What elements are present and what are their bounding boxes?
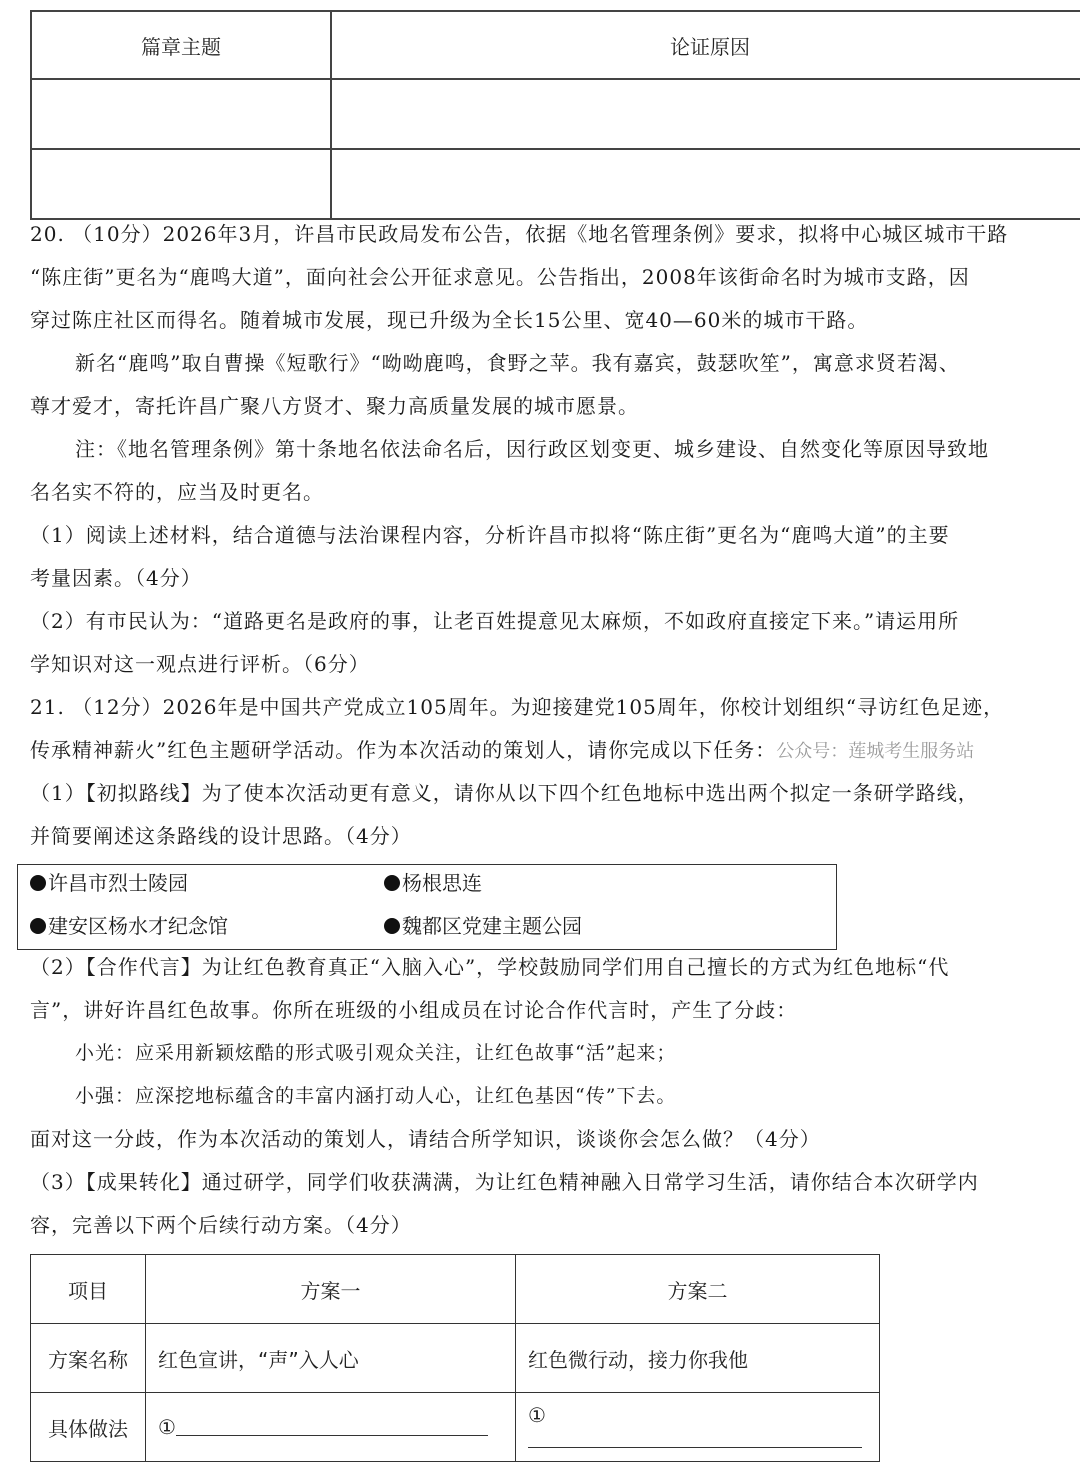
q20-material-line: 新名“鹿鸣”取自曹操《短歌行》“呦呦鹿鸣，食野之苹。我有嘉宾，鼓瑟吹笙”，寓意求贤若渴、: [75, 351, 960, 375]
table-header-plan2: 方案二: [516, 1255, 880, 1324]
landmark-option: 魏都区党建主题公园: [384, 910, 582, 939]
q21-subq2: （2）【合作代言】为让红色教育真正“入脑入心”，学校鼓励同学们用自己擅长的方式为红色地标“代: [30, 955, 950, 979]
blank-cell[interactable]: [31, 149, 331, 219]
blank-cell[interactable]: [31, 79, 331, 149]
q21-subq3: （3）【成果转化】通过研学，同学们收获满满，为让红色精神融入日常学习生活，请你结合本次研学内: [30, 1170, 979, 1194]
topic-reason-table: [30, 10, 1080, 220]
blank-cell[interactable]: [331, 149, 1080, 219]
q21-stem-text: 传承精神薪火”红色主题研学活动。作为本次活动的策划人，请你完成以下任务：: [30, 738, 777, 762]
plan2-method-cell[interactable]: [516, 1393, 880, 1462]
q20-subq1: （1）阅读上述材料，结合道德与法治课程内容，分析许昌市拟将“陈庄街”更名为“鹿鸣大道”的主要: [30, 523, 950, 547]
plan1-name: 红色宣讲，“声”入人心: [146, 1324, 516, 1393]
plan2-name: 红色微行动，接力你我他: [516, 1324, 880, 1393]
row-label-plan-name: 方案名称: [31, 1324, 146, 1393]
bullet-icon: [30, 875, 46, 891]
q21-subq3: 容，完善以下两个后续行动方案。（4分）: [30, 1213, 412, 1237]
q21-stem-line: [30, 736, 1060, 766]
action-plan-table: [30, 1254, 880, 1462]
q20-subq1: 考量因素。（4分）: [30, 566, 202, 590]
landmark-option: 建安区杨水才纪念馆: [30, 910, 228, 939]
q20-subq2: （2）有市民认为：“道路更名是政府的事，让老百姓提意见太麻烦，不如政府直接定下来。”请运用所: [30, 609, 960, 633]
q20-material-line: 尊才爱才，寄托许昌广聚八方贤才、聚力高质量发展的城市愿景。: [30, 394, 639, 418]
bullet-icon: [30, 918, 46, 934]
q21-subq1: （1）【初拟路线】为了使本次活动更有意义，请你从以下四个红色地标中选出两个拟定一条研学路线，: [30, 781, 979, 805]
answer-blank[interactable]: [528, 1429, 862, 1448]
q20-stem-line: 20. （10分）2026年3月，许昌市民政局发布公告，依据《地名管理条例》要求，拟将中心城区城市干路: [30, 222, 1009, 246]
table-header-plan1: 方案一: [146, 1255, 516, 1324]
landmark-option: 杨根思连: [384, 867, 482, 896]
plan1-method-cell[interactable]: [146, 1393, 516, 1462]
q20-note-line: 名名实不符的，应当及时更名。: [30, 480, 324, 504]
xiaoqiang-opinion: 小强：应深挖地标蕴含的丰富内涵打动人心，让红色基因“传”下去。: [75, 1085, 677, 1107]
watermark: 公众号：莲城考生服务站: [776, 741, 975, 762]
q21-subq1: 并简要阐述这条路线的设计思路。（4分）: [30, 824, 412, 848]
table-header-reason: 论证原因: [331, 11, 1080, 79]
q20-stem-line: “陈庄街”更名为“鹿鸣大道”，面向社会公开征求意见。公告指出，2008年该街命名时为城市支路，因: [30, 265, 970, 289]
q21-subq2-task: 面对这一分歧，作为本次活动的策划人，请结合所学知识，谈谈你会怎么做？（4分）: [30, 1127, 821, 1151]
bullet-icon: [384, 875, 400, 891]
q20-stem-line: 穿过陈庄社区而得名。随着城市发展，现已升级为全长15公里、宽40—60米的城市干路。: [30, 308, 869, 332]
table-header-item: 项目: [31, 1255, 146, 1324]
landmark-option: 许昌市烈士陵园: [30, 867, 188, 896]
xiaoguang-opinion: 小光：应采用新颖炫酷的形式吸引观众关注，让红色故事“活”起来；: [75, 1042, 677, 1064]
row-label-method: 具体做法: [31, 1393, 146, 1462]
q21-stem-line: 21. （12分）2026年是中国共产党成立105周年。为迎接建党105周年，你校计划组织“寻访红色足迹，: [30, 695, 1005, 719]
answer-blank[interactable]: [176, 1417, 488, 1436]
q20-subq2: 学知识对这一观点进行评析。（6分）: [30, 652, 370, 676]
blank-marker: ①: [528, 1403, 546, 1427]
landmarks-box: [17, 864, 837, 950]
table-header-topic: 篇章主题: [31, 11, 331, 79]
blank-cell[interactable]: [331, 79, 1080, 149]
q20-note-line: 注：《地名管理条例》第十条地名依法命名后，因行政区划变更、城乡建设、自然变化等原因导致地: [75, 437, 989, 461]
blank-marker: ①: [158, 1415, 176, 1439]
q21-subq2: 言”，讲好许昌红色故事。你所在班级的小组成员在讨论合作代言时，产生了分歧：: [30, 998, 798, 1022]
bullet-icon: [384, 918, 400, 934]
